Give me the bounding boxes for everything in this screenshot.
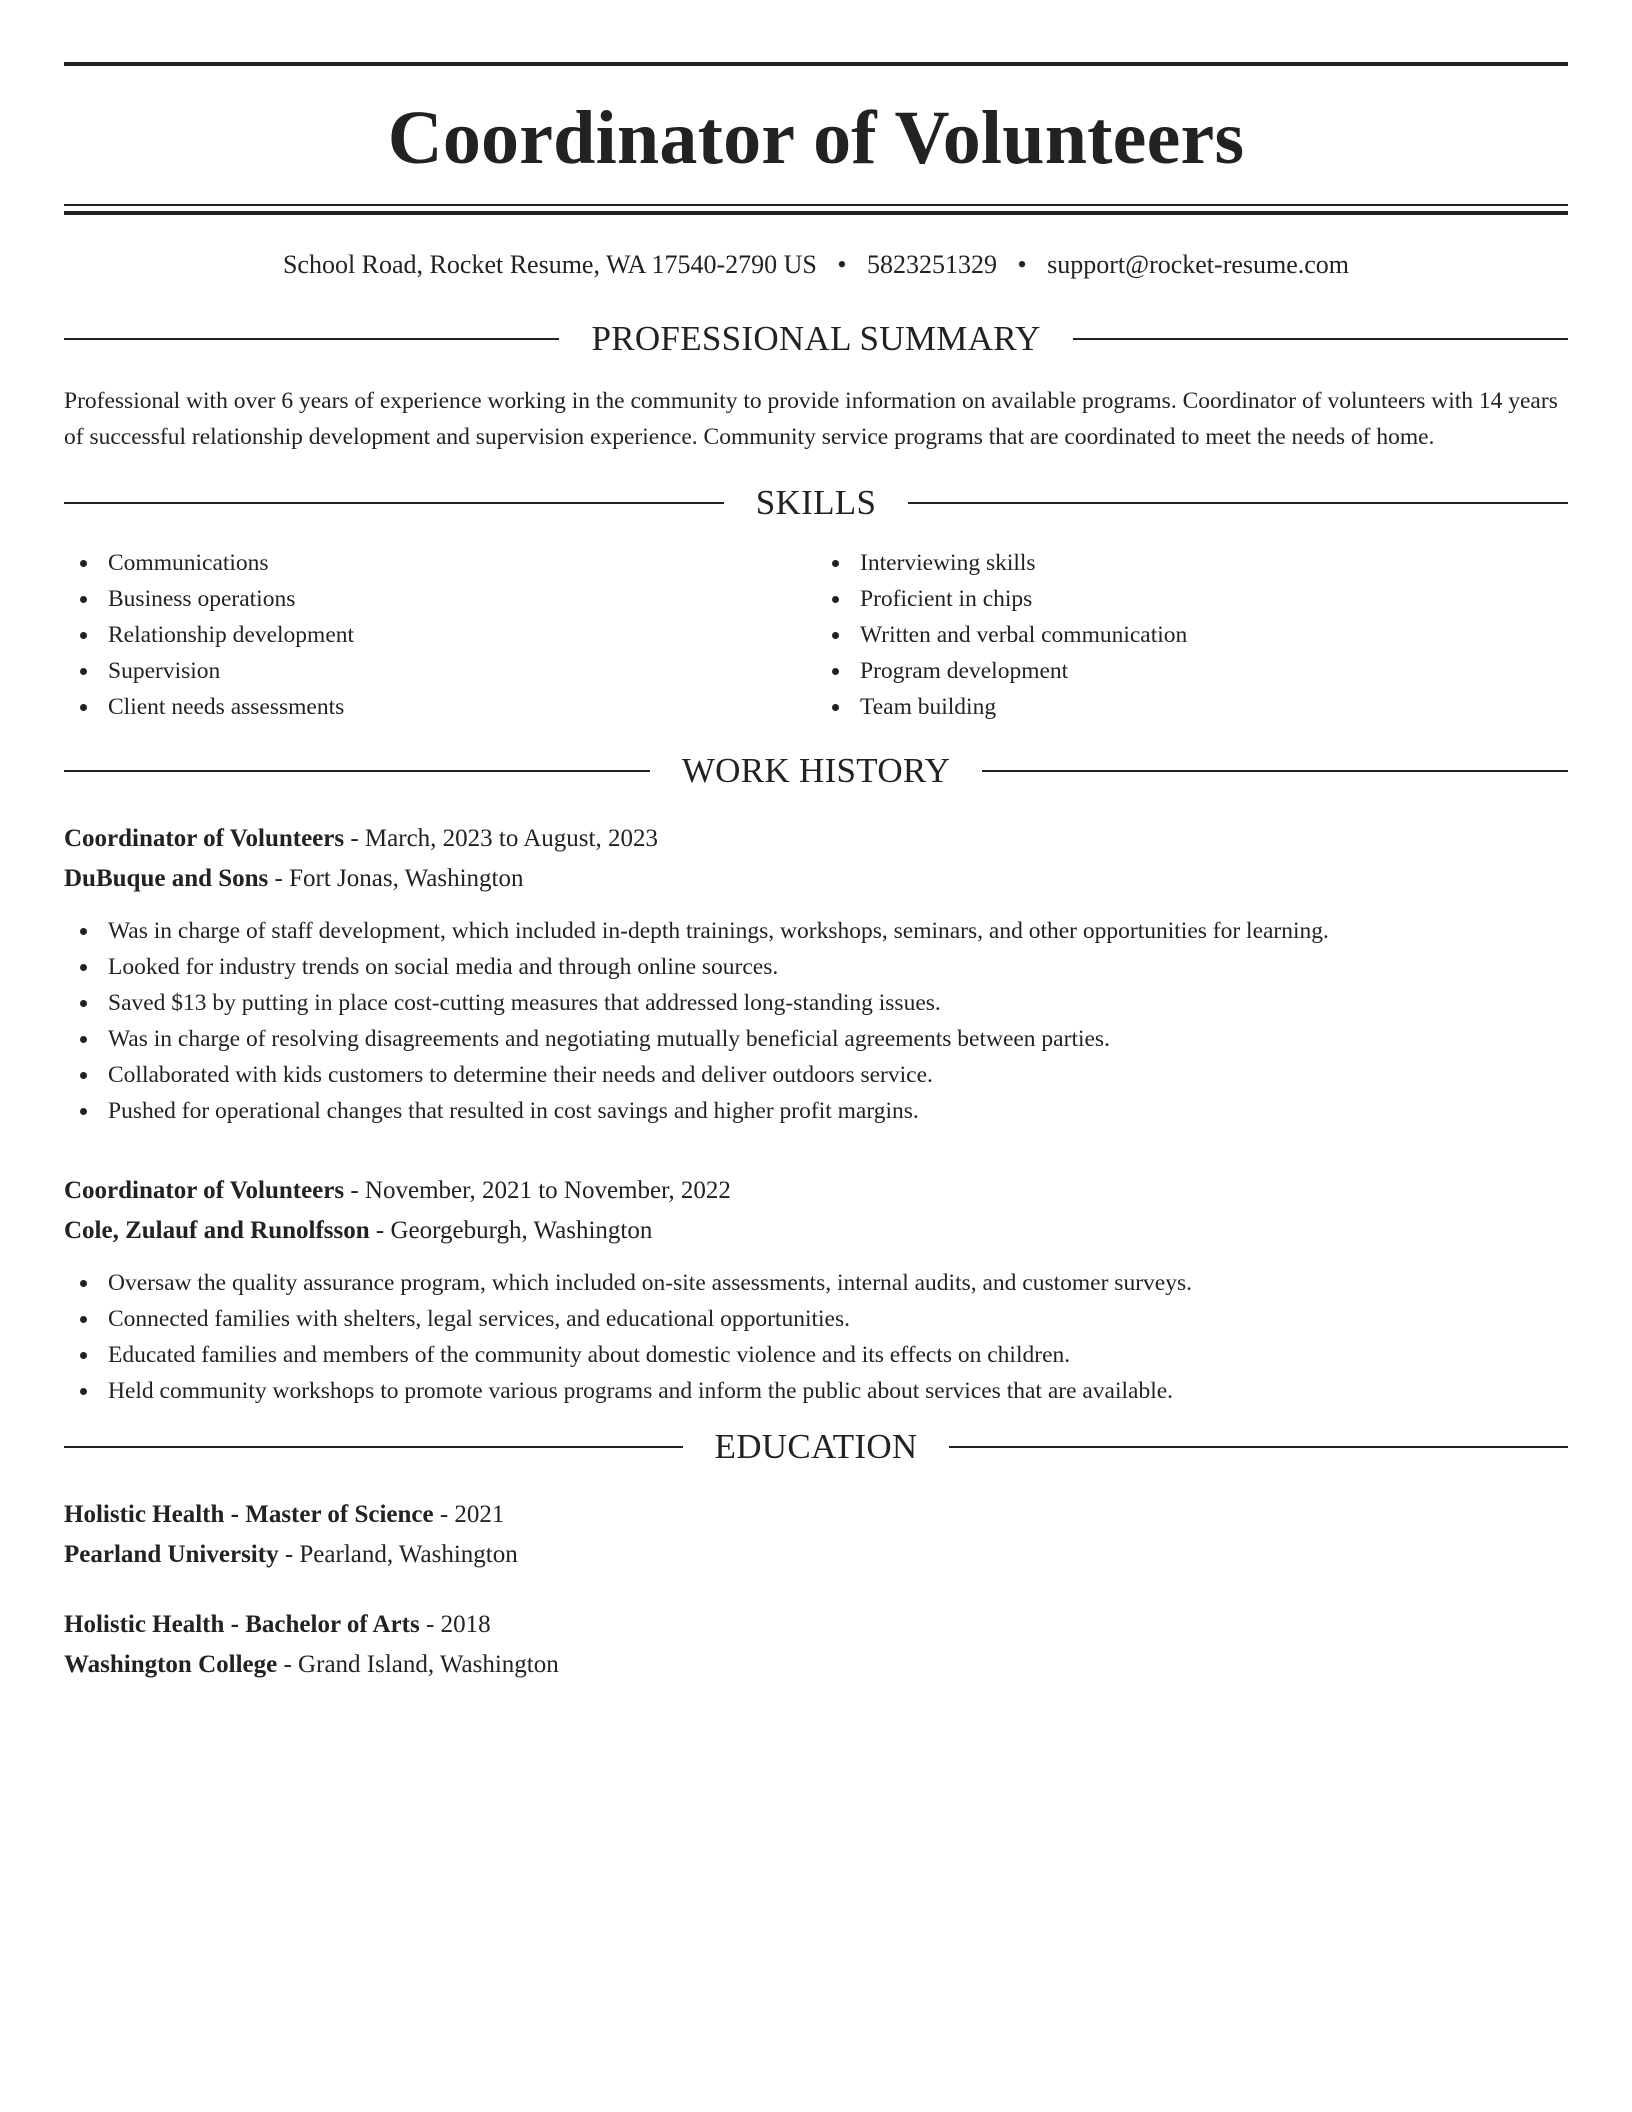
duty-item: Collaborated with kids customers to determine their needs and deliver outdoors service. bbox=[64, 1057, 1568, 1093]
job-duties bbox=[64, 913, 1568, 1129]
degree: Holistic Health - Bachelor of Arts bbox=[64, 1611, 420, 1638]
skill-item: Written and verbal communication bbox=[816, 617, 1568, 653]
skill-item: Interviewing skills bbox=[816, 545, 1568, 581]
skill-item: Relationship development bbox=[64, 617, 816, 653]
contact-email: support@rocket-resume.com bbox=[1047, 250, 1350, 279]
skill-item: Communications bbox=[64, 545, 816, 581]
job-entry bbox=[64, 1171, 1568, 1409]
skill-item: Client needs assessments bbox=[64, 689, 816, 725]
title-double-rule bbox=[64, 204, 1568, 215]
duty-item: Pushed for operational changes that resulted in cost savings and higher profit margins. bbox=[64, 1093, 1568, 1129]
job-title: Coordinator of Volunteers bbox=[64, 1177, 345, 1204]
skills-list bbox=[64, 545, 1568, 725]
duty-item: Saved $13 by putting in place cost-cutting measures that addressed long-standing issues. bbox=[64, 985, 1568, 1021]
skills-column-left bbox=[64, 545, 816, 725]
contact-phone: 5823251329 bbox=[867, 250, 998, 279]
school: Pearland University bbox=[64, 1541, 279, 1568]
school: Washington College bbox=[64, 1651, 278, 1678]
degree-line bbox=[64, 1605, 1568, 1645]
duty-item: Connected families with shelters, legal services, and educational opportunities. bbox=[64, 1301, 1568, 1337]
job-dates: - March, 2023 to August, 2023 bbox=[344, 825, 658, 852]
school-line bbox=[64, 1535, 1568, 1575]
duty-item: Was in charge of resolving disagreements and negotiating mutually beneficial agreements between parties. bbox=[64, 1021, 1568, 1057]
summary-paragraph: Professional with over 6 years of experience working in the community to provide information on available programs. Coordinator of volunteers with 14 years of successful relationship development and supervision experience. Community service programs that are coordinated to meet the needs of home. bbox=[64, 388, 1558, 450]
duty-item: Looked for industry trends on social media and through online sources. bbox=[64, 949, 1568, 985]
duty-item: Educated families and members of the community about domestic violence and its effects on children. bbox=[64, 1337, 1568, 1373]
contact-separator: • bbox=[837, 250, 847, 279]
section-title: WORK HISTORY bbox=[681, 751, 951, 790]
degree-line bbox=[64, 1495, 1568, 1535]
skill-item: Program development bbox=[816, 653, 1568, 689]
education-entry bbox=[64, 1495, 1568, 1575]
duty-item: Was in charge of staff development, which included in-depth trainings, workshops, seminars, and other opportunities for learning. bbox=[64, 913, 1568, 949]
skill-item: Team building bbox=[816, 689, 1568, 725]
skills-column-right bbox=[816, 545, 1568, 725]
section-heading-skills bbox=[64, 483, 1568, 523]
school-line bbox=[64, 1645, 1568, 1685]
job-title-line bbox=[64, 1171, 1568, 1211]
degree-year: - 2021 bbox=[433, 1501, 505, 1528]
section-title: SKILLS bbox=[755, 483, 877, 522]
contact-line bbox=[64, 249, 1568, 281]
job-company-line bbox=[64, 1211, 1568, 1251]
job-entry bbox=[64, 819, 1568, 1129]
contact-address: School Road, Rocket Resume, WA 17540-2790 US bbox=[282, 250, 817, 279]
job-company: DuBuque and Sons bbox=[64, 865, 269, 892]
school-location: - Grand Island, Washington bbox=[277, 1651, 559, 1678]
section-heading-summary bbox=[64, 319, 1568, 359]
job-location: - Fort Jonas, Washington bbox=[268, 865, 524, 892]
job-company-line bbox=[64, 859, 1568, 899]
degree-year: - 2018 bbox=[419, 1611, 491, 1638]
skill-item: Supervision bbox=[64, 653, 816, 689]
section-heading-work-history bbox=[64, 751, 1568, 791]
skill-item: Proficient in chips bbox=[816, 581, 1568, 617]
job-duties bbox=[64, 1265, 1568, 1409]
duty-item: Oversaw the quality assurance program, which included on-site assessments, internal audits, and customer surveys. bbox=[64, 1265, 1568, 1301]
section-heading-education bbox=[64, 1427, 1568, 1467]
education-entry bbox=[64, 1605, 1568, 1685]
job-location: - Georgeburgh, Washington bbox=[369, 1217, 653, 1244]
degree: Holistic Health - Master of Science bbox=[64, 1501, 434, 1528]
job-title: Coordinator of Volunteers bbox=[64, 825, 345, 852]
skill-item: Business operations bbox=[64, 581, 816, 617]
job-company: Cole, Zulauf and Runolfsson bbox=[64, 1217, 370, 1244]
top-rule bbox=[64, 62, 1568, 66]
section-title: PROFESSIONAL SUMMARY bbox=[591, 319, 1041, 358]
section-title: EDUCATION bbox=[714, 1427, 918, 1466]
job-title-line bbox=[64, 819, 1568, 859]
duty-item: Held community workshops to promote various programs and inform the public about services that are available. bbox=[64, 1373, 1568, 1409]
resume-title: Coordinator of Volunteers bbox=[387, 96, 1245, 180]
school-location: - Pearland, Washington bbox=[278, 1541, 518, 1568]
contact-separator: • bbox=[1017, 250, 1027, 279]
job-dates: - November, 2021 to November, 2022 bbox=[344, 1177, 731, 1204]
